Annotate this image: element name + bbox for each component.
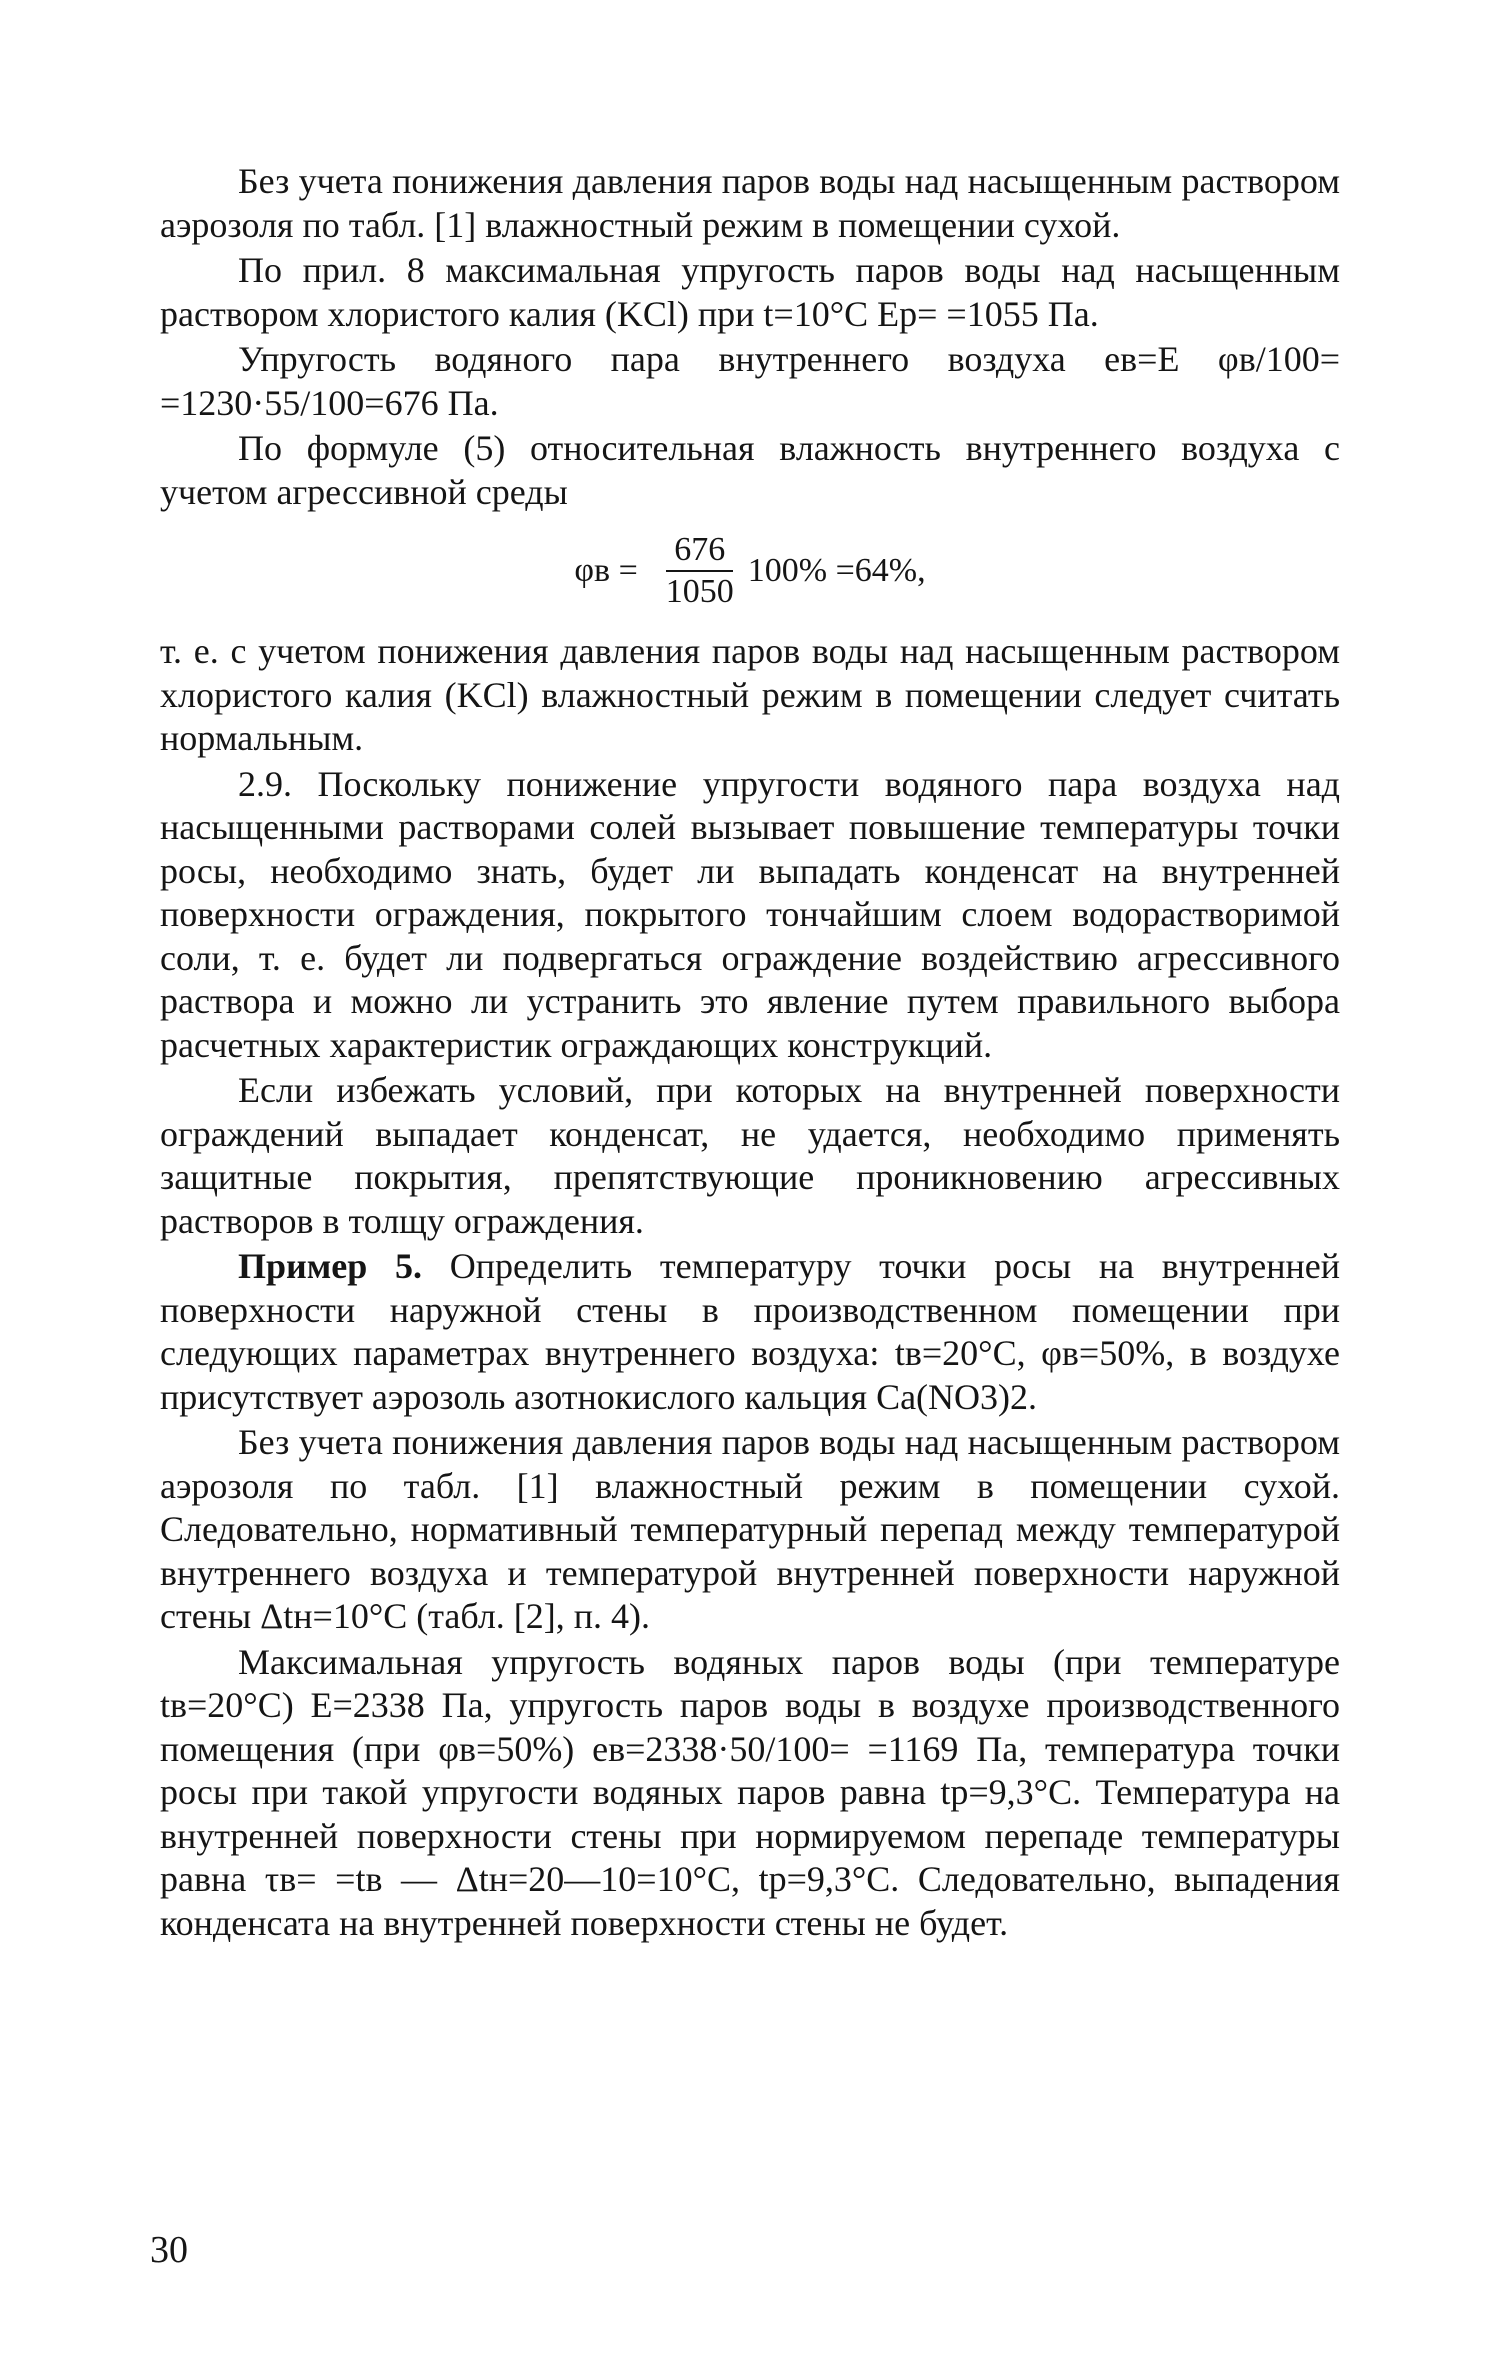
paragraph: 2.9. Поскольку понижение упругости водяного пара воздуха над насыщенными растворами солей вызывает повышение температуры точки росы, необходимо знать, будет ли выпадать конденсат на внутренней поверхности ограждения, покрытого тончайшим слоем водорастворимой соли, т. е. будет ли подвергаться ограждение воздействию агрессивного раствора и можно ли устранить это явление путем правильного выбора расчетных характеристик ограждающих конструкций.: [160, 763, 1340, 1065]
paragraph: Максимальная упругость водяных паров воды (при температуре tв=20°C) E=2338 Па, упругость паров воды в воздухе производственного помещения (при φв=50%) eв=2338·50/100= =1169 Па, температура точки росы при такой упругости водяных паров равна tр=9,3°C. Температура на внутренней поверхности стены при нормируемом перепаде температуры равна τв= =tв — Δtн=20—10=10°C, tр=9,3°C. Следовательно, выпадения конденсата на внутренней поверхности стены не будет.: [160, 1641, 1340, 1943]
formula-rhs: 100% =64%,: [747, 552, 926, 590]
formula: [160, 516, 1340, 626]
body-text: [160, 160, 1340, 1947]
example-label: Пример 5.: [238, 1246, 423, 1286]
formula-numerator: 676: [666, 530, 733, 572]
paragraph: Без учета понижения давления паров воды над насыщенным раствором аэрозоля по табл. [1] влажностный режим в помещении сухой. Следовательно, нормативный температурный перепад между температурой внутреннего воздуха и температурой внутренней поверхности наружной стены Δtн=10°C (табл. [2], п. 4).: [160, 1422, 1340, 1636]
paragraph: По формуле (5) относительная влажность внутреннего воздуха с учетом агрессивной среды: [160, 428, 1340, 512]
formula-lhs: φв =: [574, 552, 638, 590]
paragraph: По прил. 8 максимальная упругость паров воды над насыщенным раствором хлористого калия (KCl) при t=10°C Eр= =1055 Па.: [160, 250, 1340, 334]
formula-fraction: [658, 530, 742, 612]
paragraph: Если избежать условий, при которых на внутренней поверхности ограждений выпадает конденсат, не удается, необходимо применять защитные покрытия, препятствующие проникновению агрессивных растворов в толщу ограждения.: [160, 1070, 1340, 1241]
paragraph: т. е. с учетом понижения давления паров воды над насыщенным раствором хлористого калия (KCl) влажностный режим в помещении следует считать нормальным.: [160, 631, 1340, 758]
paragraph: Без учета понижения давления паров воды над насыщенным раствором аэрозоля по табл. [1] влажностный режим в помещении сухой.: [160, 161, 1340, 245]
paragraph: [160, 1245, 1340, 1419]
example-text: Определить температуру точки росы на внутренней поверхности наружной стены в производственном помещении при следующих параметрах внутреннего воздуха: tв=20°C, φв=50%, в воздухе присутствует аэрозоль азотнокислого кальция Ca(NO3)2.: [160, 1246, 1340, 1417]
formula-denominator: 1050: [665, 573, 734, 610]
paragraph: Упругость водяного пара внутреннего воздуха eв=E φв/100= =1230·55/100=676 Па.: [160, 339, 1340, 423]
page-number: 30: [150, 2229, 188, 2271]
